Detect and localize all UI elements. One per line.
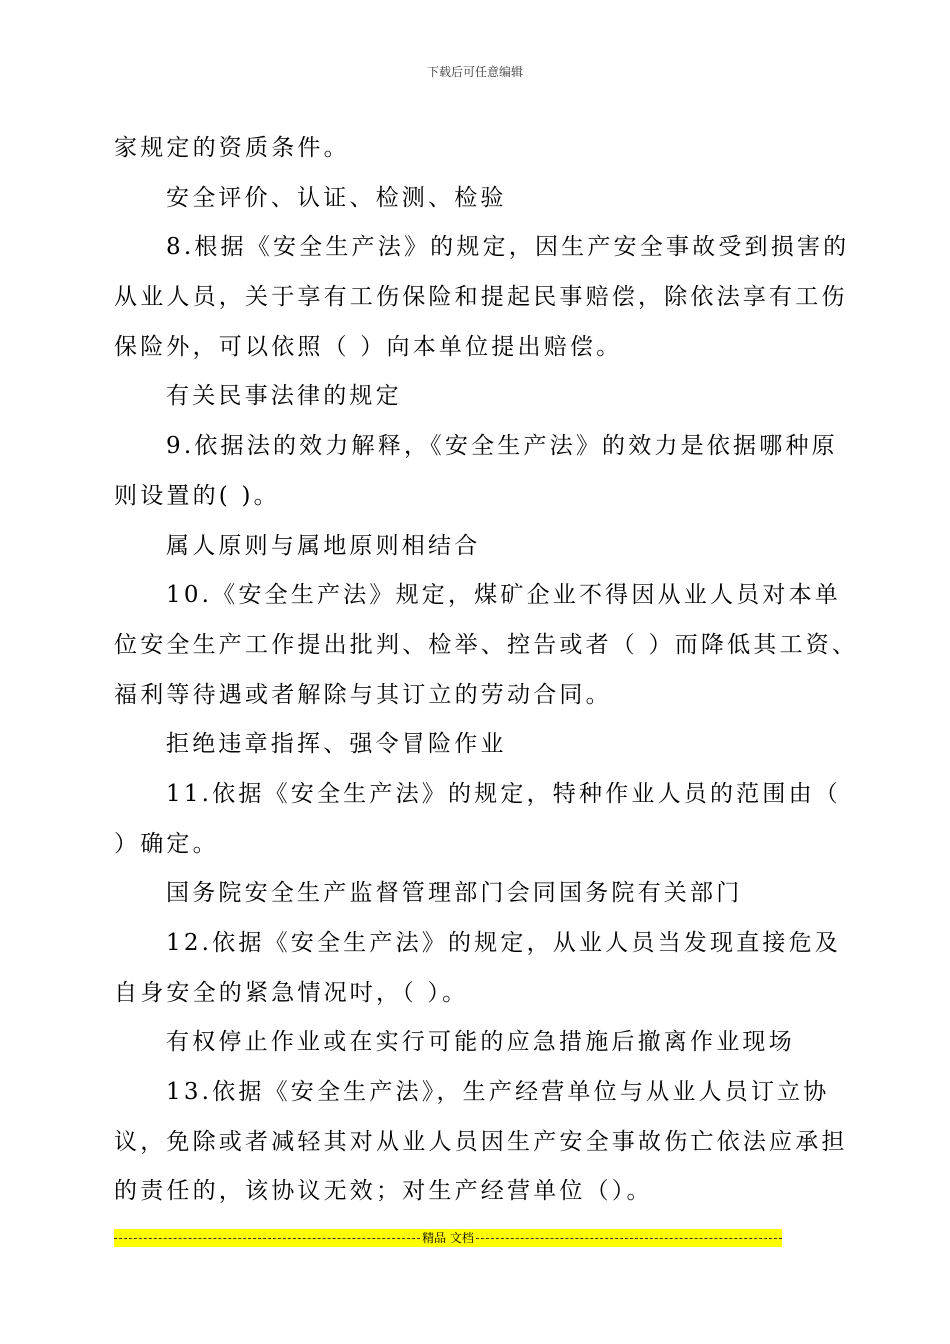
text-line: 家规定的资质条件。: [114, 135, 350, 161]
text-line: 福利等待遇或者解除与其订立的劳动合同。: [114, 681, 612, 708]
answer-line: 安全评价、认证、检测、检验: [166, 184, 507, 211]
answer-line: 有关民事法律的规定: [166, 383, 402, 410]
question-line: 9.依据法的效力解释，《安全生产法》的效力是依据哪种原: [166, 433, 838, 460]
question-line: 13.依据《安全生产法》，生产经营单位与从业人员订立协: [166, 1079, 830, 1106]
footer-label: 精品 文档: [422, 1231, 474, 1245]
text-line: 则设置的( )。: [114, 482, 280, 509]
question-line: 8.根据《安全生产法》的规定，因生产安全事故受到损害的: [166, 234, 850, 261]
text-line: 的责任的，该协议无效；对生产经营单位（）。: [114, 1178, 653, 1205]
text-line: 议，免除或者减轻其对从业人员因生产安全事故伤亡依法应承担: [114, 1128, 848, 1155]
document-body: [114, 124, 859, 1217]
footer-dash-right: [476, 1238, 782, 1239]
text-line: 位安全生产工作提出批判、检举、控告或者（ ）而降低其工资、: [114, 631, 859, 658]
text-line: 自身安全的紧急情况吋，（ ）。: [114, 979, 469, 1006]
page-header: 下载后可任意编辑: [426, 65, 523, 79]
page-footer: [114, 1229, 782, 1247]
text-line: 保险外，可以依照（ ）向本单位提出赔偿。: [114, 333, 623, 360]
answer-line: 有权停止作业或在实行可能的应急措施后撤离作业现场: [166, 1029, 795, 1056]
answer-line: 国务院安全生产监督管理部门会同国务院有关部门: [166, 880, 743, 907]
question-line: 10.《安全生产法》规定，煤矿企业不得因从业人员对本单: [166, 582, 841, 609]
question-line: 12.依据《安全生产法》的规定，从业人员当发现直接危及: [166, 930, 841, 956]
question-line: 11.依据《安全生产法》的规定，特种作业人员的范围由（: [166, 780, 841, 807]
footer-dash-left: [114, 1238, 420, 1239]
text-line: 从业人员，关于享有工伤保险和提起民事赔偿，除依法享有工伤: [114, 284, 848, 311]
answer-line: 拒绝违章指挥、强令冒险作业: [166, 731, 507, 758]
answer-line: 属人原则与属地原则相结合: [166, 532, 481, 559]
text-line: ）确定。: [114, 830, 219, 857]
